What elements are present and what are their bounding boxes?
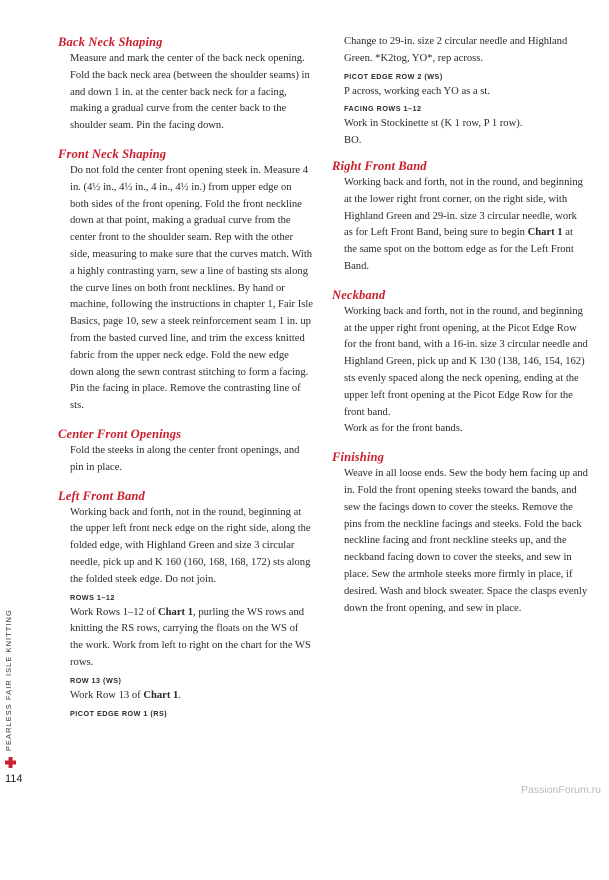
left-column (58, 34, 313, 731)
heading-front-neck-shaping: Front Neck Shaping (58, 146, 167, 161)
heading-right-front-band: Right Front Band (332, 158, 427, 173)
picot-edge-row-1-label: PICOT EDGE ROW 1 (RS) (70, 708, 168, 718)
rows-1-12-label: ROWS 1–12 (70, 592, 115, 602)
section-front-neck (58, 146, 313, 415)
change-needle-text: Change to 29-in. size 2 circular needle and Highland Green. *K2tog, YO*, rep across. (344, 36, 568, 64)
chart-1-ref: Chart 1 (158, 606, 194, 618)
center-front-text: Fold the steeks in along the center front openings, and pin in place. (70, 444, 300, 473)
book-title-vertical: PEARLESS FAIR ISLE KNITTING (4, 609, 13, 751)
red-cross-icon (5, 757, 16, 768)
left-band-text: Working back and forth, not in the round, beginning at the upper left front neck edge on the right side, along the folded edge, with Highland Green and size 3 circular needle, pick up and K 160 (160, 168, 168, 172) sts along the folded steek edge. Do not join. (70, 506, 311, 585)
section-finishing (332, 449, 588, 617)
section-left-front-band (58, 488, 313, 720)
row-13-label: ROW 13 (WS) (70, 675, 122, 685)
watermark: PassionForum.ru (521, 784, 601, 796)
heading-back-neck-shaping: Back Neck Shaping (58, 35, 163, 49)
back-neck-text: Measure and mark the center of the back neck opening. Fold the back neck area (between the shoulder seams) in and down 1 in. at the center back neck for a facing, making a gradual curve from the center back to the shoulder seam. Pin the facing down. (70, 53, 310, 132)
row-13-text: Work Row 13 of Chart 1. (70, 689, 181, 701)
right-band-text: Working back and forth, not in the round, and beginning at the lower right front corner, on the right side, with Highland Green and 29-in. size 3 circular needle, work as for Left Front Band, being sure to begin Chart 1 at the same spot on the bottom edge as for the Left Front Band. (344, 176, 583, 272)
section-left-band-continued (332, 34, 588, 150)
facing-rows-label: FACING ROWS 1–12 (344, 104, 422, 114)
heading-neckband: Neckband (332, 287, 386, 302)
facing-rows-text: Work in Stockinette st (K 1 row, P 1 row). (344, 118, 523, 130)
section-center-front (58, 426, 313, 477)
heading-left-front-band: Left Front Band (58, 488, 145, 503)
chart-1-ref: Chart 1 (143, 689, 179, 701)
rows-1-12-text: Work Rows 1–12 of Chart 1, purling the WS rows and knitting the RS rows, carrying the floats on the WS of the work. Work from left to right on the chart for the WS rows. (70, 606, 311, 668)
front-neck-text: Do not fold the center front opening steek in. Measure 4 in. (4½ in., 4½ in., 4 in., 4½ in.) from upper edge on both sides of the front opening. Fold the front neckline down at that point, making a gradual curve from the center front to the shoulder seam. Rep with the other side, measuring to make sure that the curves match. With a highly contrasting yarn, sew a line of basting sts along the curve lines on both front necklines. By hand or machine, following the instructions in chapter 1, Fair Isle Basics, page 10, sew a steek reinforcement seam 1 in. up from the basted curved line, and trim the excess knitted fabric from the upper neck edge. Fold the new edge down along the sewn contrast stitching to form a facing. Pin the facing in place. Remove the contrasting line of sts. (70, 164, 314, 412)
neckband-text: Working back and forth, not in the round, and beginning at the upper right front opening, at the Picot Edge Row for the front band, with a 16-in. size 3 circular needle and Highland Green, pick up and K 130 (138, 146, 154, 162) sts evenly spaced along the neck opening, ending at the upper left front opening at the Picot Edge Row for the front band. (344, 305, 588, 418)
chart-1-ref: Chart 1 (527, 227, 563, 239)
bind-off-text: BO. (344, 135, 362, 147)
picot-edge-row-2-text: P across, working each YO as a st. (344, 85, 491, 97)
section-back-neck (58, 34, 313, 135)
finishing-text: Weave in all loose ends. Sew the body hem facing up and in. Fold the front opening steeks toward the bands, and sew the facings down to cover the steeks. Remove the pins from the neckline facings and steeks. Fold the back neckline facing and front neckline steeks up, and the neckband facing down to cover the steeks, and sew in place. Sew the armhole steeks more firmly in place, if desired. Wash and block sweater. Space the clasps evenly down the front opening, and sew in place. (344, 468, 588, 614)
heading-center-front-openings: Center Front Openings (58, 426, 182, 441)
page-number: 114 (5, 773, 23, 785)
picot-edge-row-2-label: PICOT EDGE ROW 2 (WS) (344, 71, 443, 81)
heading-finishing: Finishing (332, 450, 385, 465)
neckband-text-2: Work as for the front bands. (344, 423, 463, 435)
section-neckband (332, 287, 588, 438)
section-right-front-band (332, 158, 588, 276)
right-column (332, 34, 588, 628)
